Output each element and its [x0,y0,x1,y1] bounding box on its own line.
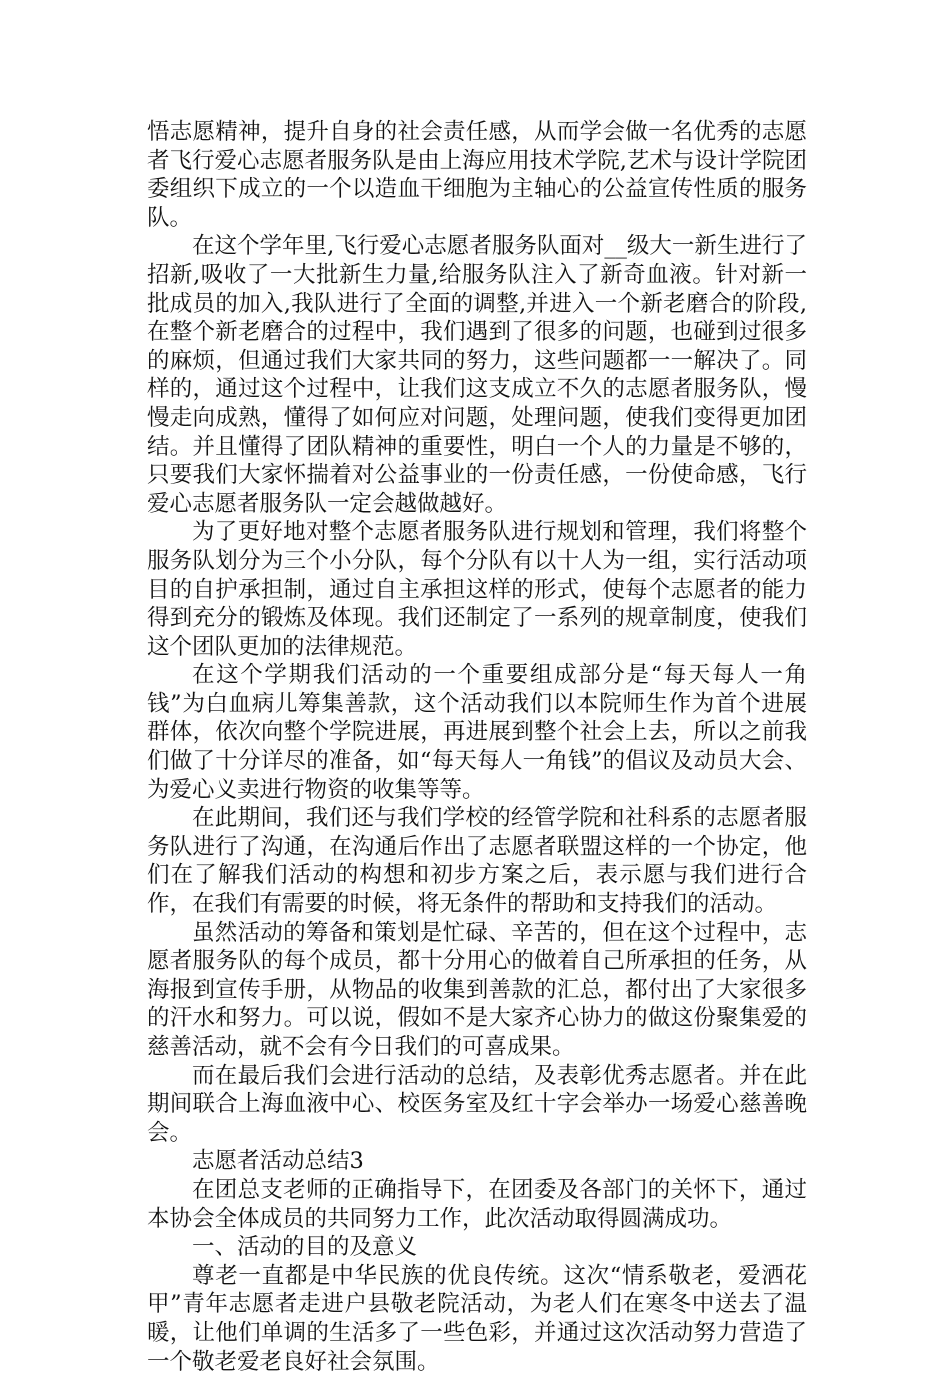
paragraph-elderly-respect: 尊老一直都是中华民族的优良传统。这次“情系敬老，爱洒花甲”青年志愿者走进户县敬老院活动，为老人们在寒冬中送去了温暖，让他们单调的生活多了一些色彩，并通过这次活动努力营造了一个敬老爱老良好社会氛围。 [147,1262,807,1375]
paragraph-intro-success: 在团总支老师的正确指导下，在团委及各部门的关怀下，通过本协会全体成员的共同努力工作，此次活动取得圆满成功。 [147,1176,807,1232]
paragraph-effort: 虽然活动的筹备和策划是忙碌、辛苦的，但在这个过程中，志愿者服务队的每个成员，都十分用心的做着自己所承担的任务，从海报到宣传手册，从物品的收集到善款的汇总，都付出了大家很多的汗水和努力。可以说，假如不是大家齐心协力的做这份聚集爱的慈善活动，就不会有今日我们的可喜成果。 [147,919,807,1060]
paragraph-continuation: 悟志愿精神，提升自身的社会责任感，从而学会做一名优秀的志愿者飞行爱心志愿者服务队是由上海应用技术学院,艺术与设计学院团委组织下成立的一个以造血干细胞为主轴心的公益宣传性质的服务队。 [147,119,807,231]
paragraph-recruitment: 在这个学年里,飞行爱心志愿者服务队面对__级大一新生进行了招新,吸收了一大批新生力量,给服务队注入了新奇血液。针对新一批成员的加入,我队进行了全面的调整,并进入一个新老磨合的阶段,在整个新老磨合的过程中，我们遇到了很多的问题，也碰到过很多的麻烦，但通过我们大家共同的努力，这些问题都一一解决了。同样的，通过这个过程中，让我们这支成立不久的志愿者服务队，慢慢走向成熟，懂得了如何应对问题，处理问题，使我们变得更加团结。并且懂得了团队精神的重要性，明白一个人的力量是不够的，只要我们大家怀揣着对公益事业的一份责任感，一份使命感，飞行爱心志愿者服务队一定会越做越好。 [147,233,807,517]
section-heading-purpose: 一、活动的目的及意义 [192,1234,418,1261]
paragraph-organization: 为了更好地对整个志愿者服务队进行规划和管理，我们将整个服务队划分为三个小分队，每个分队有以十人为一组，实行活动项目的自护承担制，通过自主承担这样的形式，使每个志愿者的能力得到充分的锻炼及体现。我们还制定了一系列的规章制度，使我们这个团队更加的法律规范。 [147,519,807,660]
paragraph-fundraising: 在这个学期我们活动的一个重要组成部分是“每天每人一角钱”为白血病儿筹集善款，这个活动我们以本院师生作为首个进展群体，依次向整个学院进展，再进展到整个社会上去，所以之前我们做了十分详尽的准备，如“每天每人一角钱”的倡议及动员大会、为爱心义卖进行物资的收集等等。 [147,662,807,803]
paragraph-summary-gala: 而在最后我们会进行活动的总结，及表彰优秀志愿者。并在此期间联合上海血液中心、校医务室及红十字会举办一场爱心慈善晚会。 [147,1062,807,1146]
paragraph-alliance: 在此期间，我们还与我们学校的经管学院和社科系的志愿者服务队进行了沟通，在沟通后作出了志愿者联盟这样的一个协定，他们在了解我们活动的构想和初步方案之后，表示愿与我们进行合作，在我们有需要的时候，将无条件的帮助和支持我们的活动。 [147,805,807,918]
document-body [147,118,807,1376]
section-heading-summary-3: 志愿者活动总结3 [192,1148,364,1175]
